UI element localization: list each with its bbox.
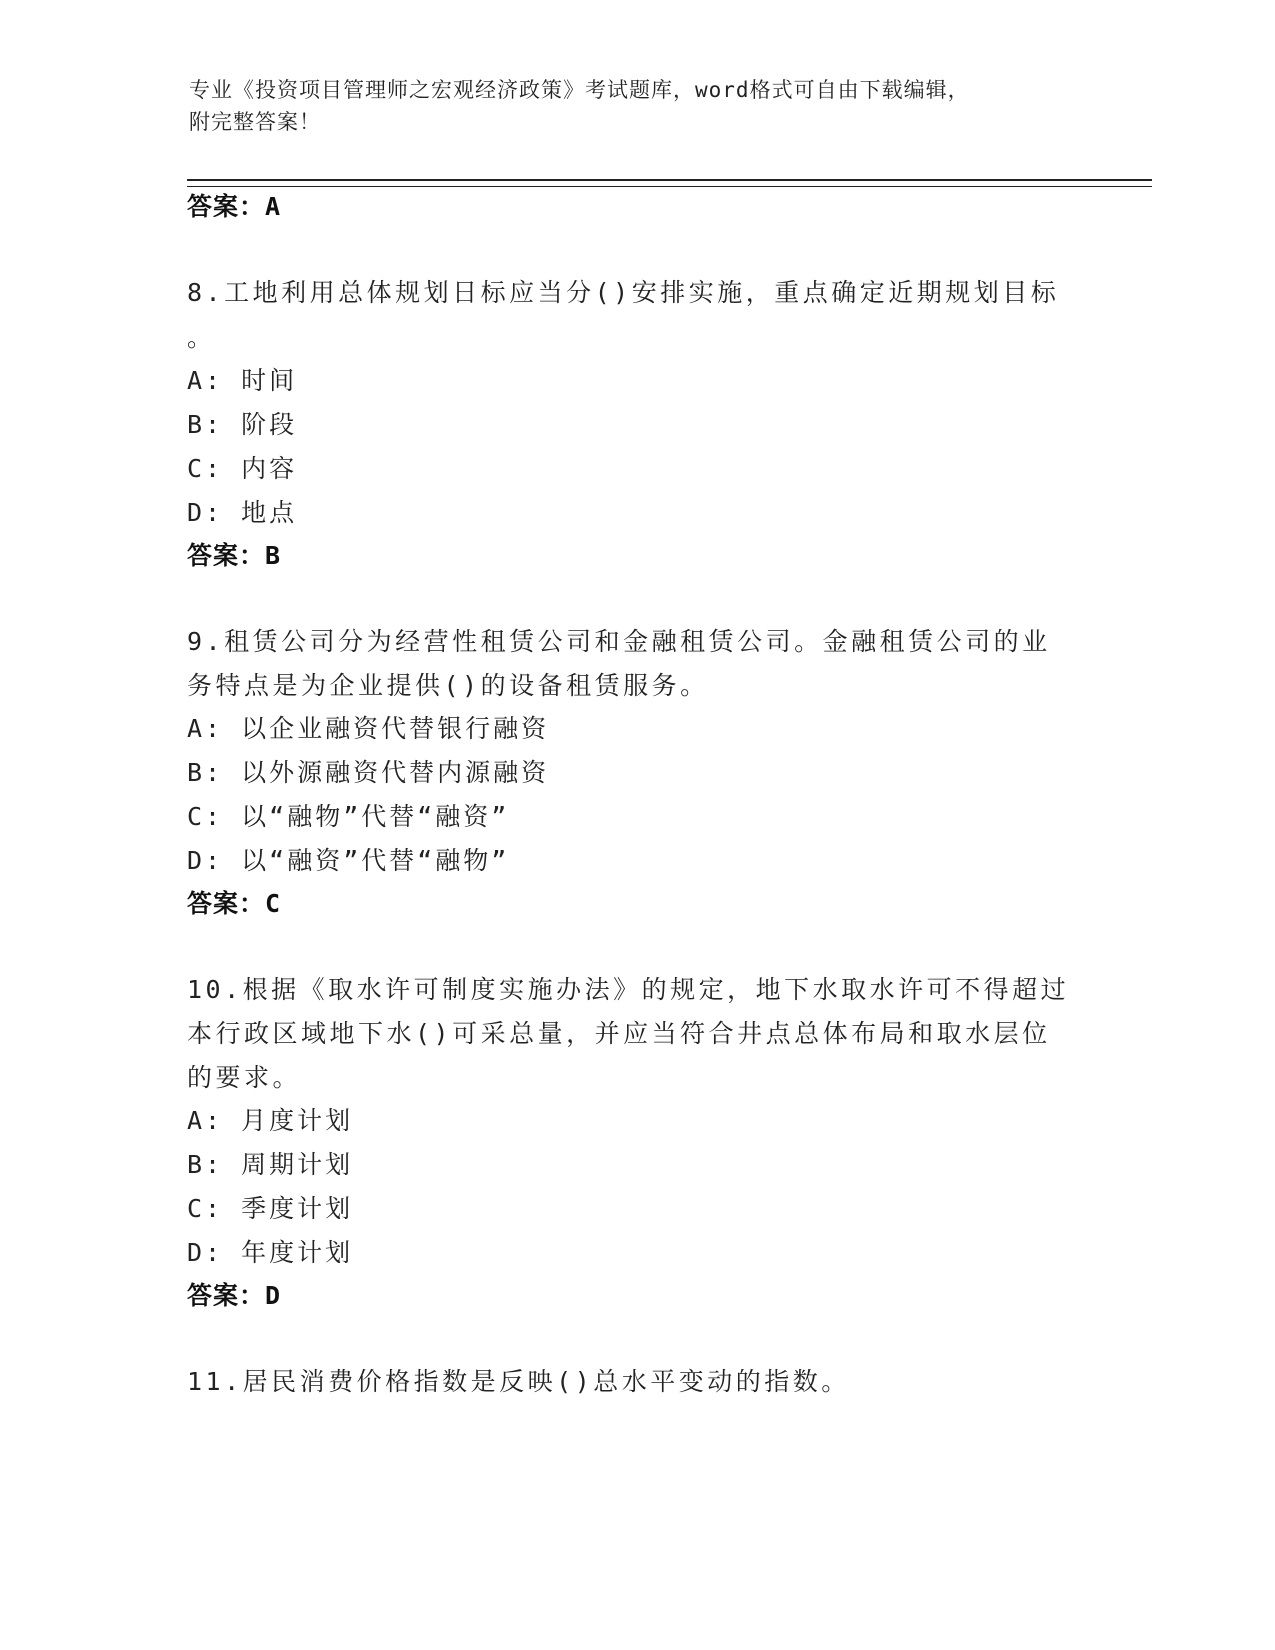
header-line-1: 专业《投资项目管理师之宏观经济政策》考试题库，word格式可自由下载编辑， (189, 78, 970, 102)
question-10-line-3: 的要求。 (187, 1063, 302, 1092)
question-10-option-d: D: 年度计划 (187, 1238, 354, 1267)
header-note (189, 74, 1089, 138)
question-8-line-1: 8.工地利用总体规划日标应当分()安排实施，重点确定近期规划目标 (187, 278, 1060, 307)
question-9-option-a: A: 以企业融资代替银行融资 (187, 714, 550, 743)
header-line-2: 附完整答案！ (189, 110, 321, 134)
header-divider (187, 179, 1152, 187)
question-9-option-d: D: 以“融资”代替“融物” (187, 846, 510, 875)
answer-q7: 答案：A (187, 192, 282, 221)
question-10-line-1: 10.根据《取水许可制度实施办法》的规定，地下水取水许可不得超过 (187, 975, 1070, 1004)
question-9-option-b: B: 以外源融资代替内源融资 (187, 758, 550, 787)
question-11-line-1: 11.居民消费价格指数是反映()总水平变动的指数。 (187, 1367, 850, 1396)
question-10-option-b: B: 周期计划 (187, 1150, 354, 1179)
question-8-option-b: B: 阶段 (187, 410, 298, 439)
question-10-option-c: C: 季度计划 (187, 1194, 354, 1223)
question-9-line-1: 9.租赁公司分为经营性租赁公司和金融租赁公司。金融租赁公司的业 (187, 627, 1051, 656)
question-8-option-a: A: 时间 (187, 366, 298, 395)
question-9-line-2: 务特点是为企业提供()的设备租赁服务。 (187, 671, 709, 700)
question-8-option-d: D: 地点 (187, 498, 298, 527)
answer-q8: 答案：B (187, 541, 282, 570)
question-9-option-c: C: 以“融物”代替“融资” (187, 802, 510, 831)
question-10-option-a: A: 月度计划 (187, 1106, 354, 1135)
answer-q10: 答案：D (187, 1281, 282, 1310)
answer-q9: 答案：C (187, 889, 282, 918)
question-8-line-2: 。 (187, 323, 216, 352)
question-10-line-2: 本行政区域地下水()可采总量，并应当符合井点总体布局和取水层位 (187, 1019, 1051, 1048)
question-8-option-c: C: 内容 (187, 454, 298, 483)
